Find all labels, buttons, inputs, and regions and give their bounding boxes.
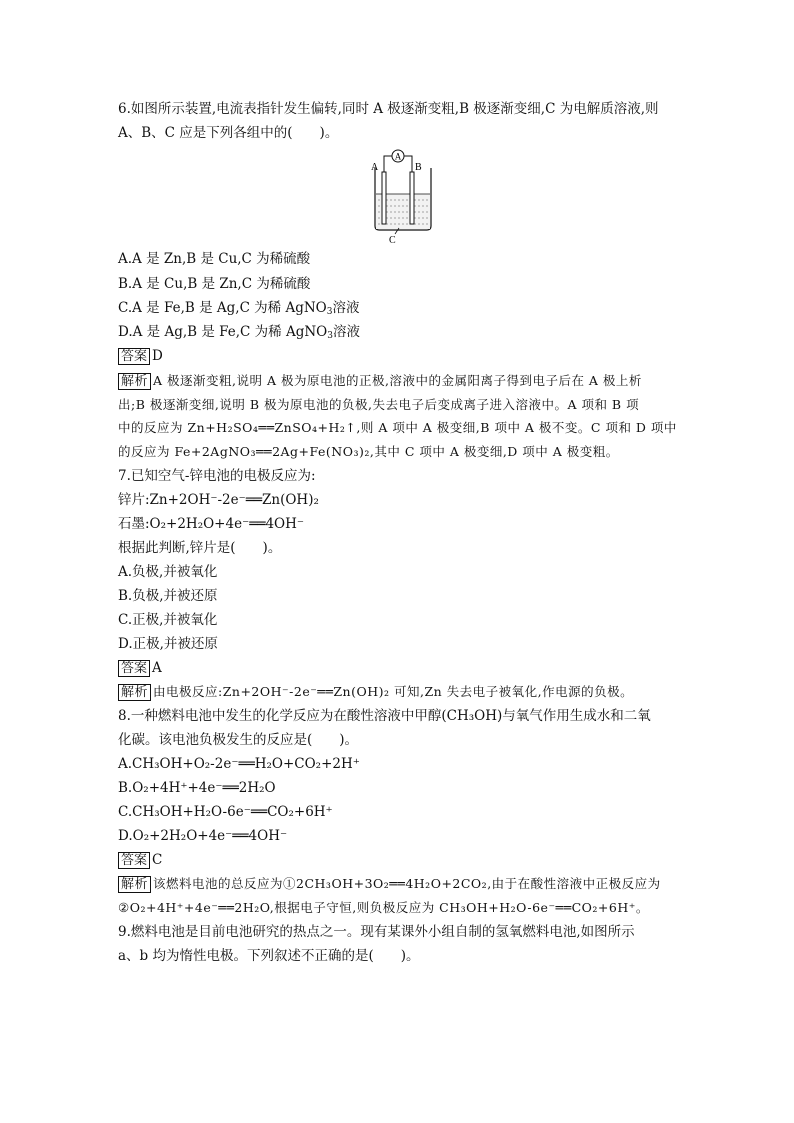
q7-option-b: B.负极,并被还原 [118,588,218,604]
q7-zinc-reaction: 锌片:Zn+2OH⁻-2e⁻══Zn(OH)₂ [118,492,319,508]
q8-option-c: C.CH₃OH+H₂O-6e⁻══CO₂+6H⁺ [118,804,333,820]
q6-explanation-line2: 出;B 极逐渐变细,说明 B 极为原电池的负极,失去电子后变成离子进入溶液中。A 项和 B 项 [118,397,640,412]
q9-stem-line2: a、b 均为惰性电极。下列叙述不正确的是( )。 [118,948,420,964]
answer-tag: 答案 [118,660,150,677]
q7-question: 根据此判断,锌片是( )。 [118,540,282,556]
q8-explanation-line1: 解析 该燃料电池的总反应为①2CH₃OH+3O₂══4H₂O+2CO₂,由于在酸性溶液中正极反应为 [118,875,661,893]
ammeter-label: A [394,151,402,162]
q7-option-d: D.正极,并被还原 [118,636,218,652]
q6-option-d: D.A 是 Ag,B 是 Fe,C 为稀 AgNO$_3$溶液 [118,324,360,341]
electrode-b-label: B [415,162,422,173]
q6-option-a: A.A 是 Zn,B 是 Cu,C 为稀硫酸 [118,251,311,267]
electrode-a [382,172,386,224]
q8-explanation-line2: ②O₂+4H⁺+4e⁻══2H₂O,根据电子守恒,则负极反应为 CH₃OH+H₂O-6e⁻══CO₂+6H⁺。 [118,900,649,915]
q8-option-b: B.O₂+4H⁺+4e⁻══2H₂O [118,780,276,796]
galvanic-cell-figure [365,148,437,244]
q7-option-c: C.正极,并被氧化 [118,612,218,628]
electrode-a-label: A [371,162,379,173]
explanation-tag: 解析 [118,373,151,390]
q7-answer [118,659,162,677]
q6-explanation-line4: 的反应为 Fe+2AgNO₃══2Ag+Fe(NO₃)₂,其中 C 项中 A 极变细,D 项中 A 极变粗。 [118,444,619,459]
q6-explanation-line1: 解析 A 极逐渐变粗,说明 A 极为原电池的正极,溶液中的金属阳离子得到电子后在 A 极上析 [118,372,642,390]
answer-value: D [152,348,163,364]
q6-option-b: B.A 是 Cu,B 是 Zn,C 为稀硫酸 [118,276,311,292]
answer-tag: 答案 [118,852,150,869]
q9-stem-line1: 9.燃料电池是目前电池研究的热点之一。现有某课外小组自制的氢氧燃料电池,如图所示 [118,924,635,940]
electrode-b [410,172,414,224]
answer-value: C [152,852,163,868]
answer-tag: 答案 [118,348,150,365]
q6-stem-line2: A、B、C 应是下列各组中的( )。 [118,125,339,141]
q7-option-a: A.负极,并被氧化 [118,564,218,580]
q6-stem-line1: 6.如图所示装置,电流表指针发生偏转,同时 A 极逐渐变粗,B 极逐渐变细,C 为电解质溶液,则 [118,101,659,117]
q6-option-c: C.A 是 Fe,B 是 Ag,C 为稀 AgNO$_3$溶液 [118,300,360,317]
q7-stem: 7.已知空气-锌电池的电极反应为: [118,468,316,484]
q7-graphite-reaction: 石墨:O₂+2H₂O+4e⁻══4OH⁻ [118,516,305,532]
q7-explanation: 解析 由电极反应:Zn+2OH⁻-2e⁻══Zn(OH)₂ 可知,Zn 失去电子被氧化,作电源的负极。 [118,683,633,701]
q8-stem-line2: 化碳。该电池负极发生的反应是( )。 [118,732,359,748]
q8-option-a: A.CH₃OH+O₂-2e⁻══H₂O+CO₂+2H⁺ [118,756,360,772]
solution-c-label: C [389,235,396,244]
q8-option-d: D.O₂+2H₂O+4e⁻══4OH⁻ [118,828,288,844]
q6-explanation-line3: 中的反应为 Zn+H₂SO₄══ZnSO₄+H₂↑,则 A 项中 A 极变细,B 项中 A 极不变。C 项和 D 项中 [118,420,677,435]
q8-answer [118,851,162,869]
answer-value: A [152,660,162,676]
q8-stem-line1: 8.一种燃料电池中发生的化学反应为在酸性溶液中甲醇(CH₃OH)与氧气作用生成水和二氧 [118,708,651,724]
explanation-tag: 解析 [118,876,151,893]
explanation-tag: 解析 [118,684,151,701]
q6-answer [118,347,163,365]
